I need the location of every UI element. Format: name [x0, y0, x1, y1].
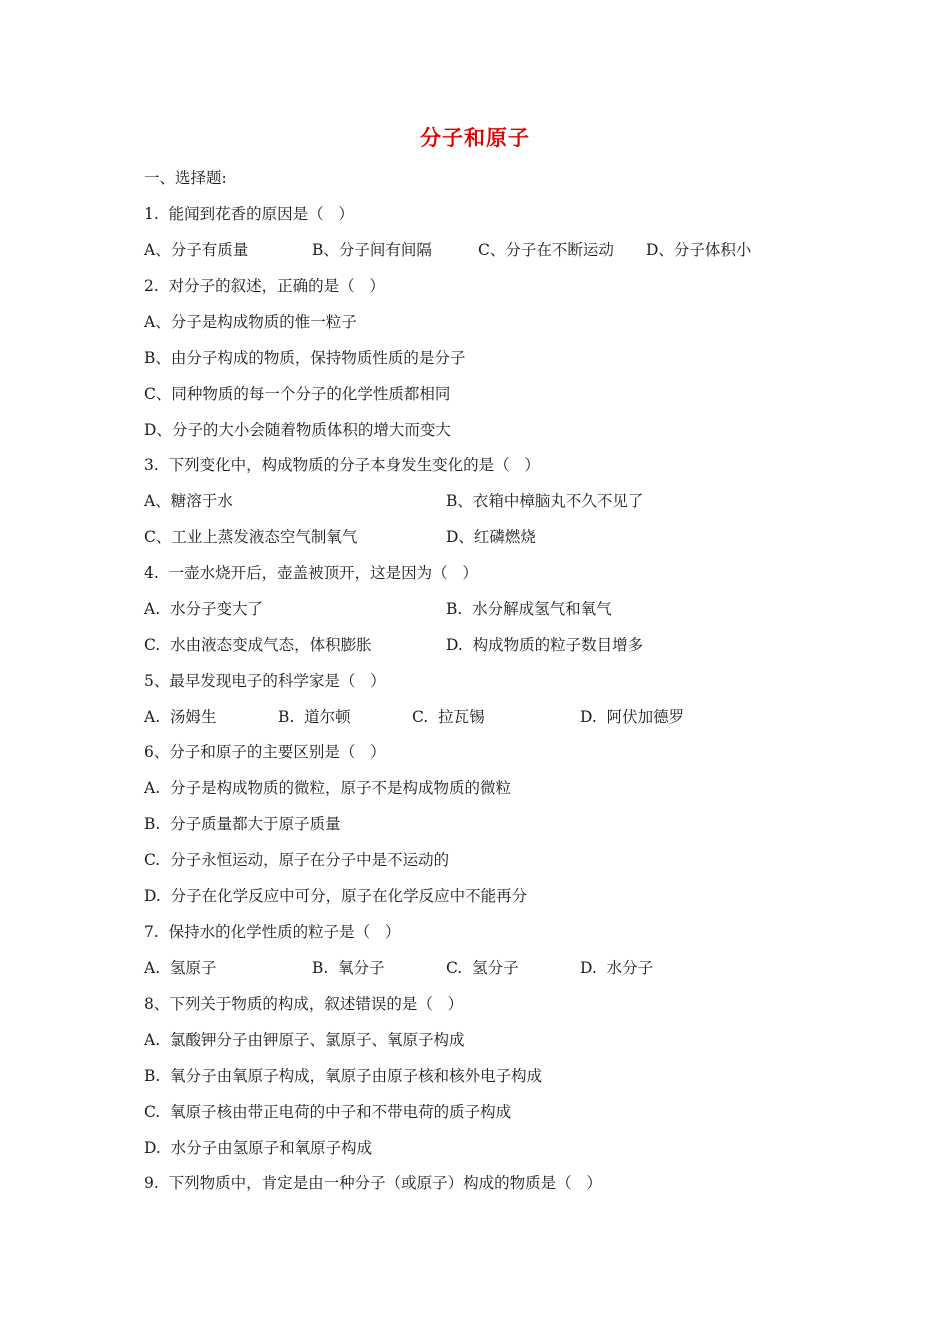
option-a: A. 氯酸钾分子由钾原子、氯原子、氧原子构成: [144, 1031, 465, 1049]
option-c: C、分子在不断运动: [478, 241, 614, 259]
question-stem: 4. 一壶水烧开后，壶盖被顶开，这是因为（ ）: [144, 564, 478, 582]
question-stem: 5、最早发现电子的科学家是（ ）: [144, 672, 386, 690]
option-b: B、分子间有间隔: [312, 241, 432, 259]
option-a: A. 氢原子: [144, 959, 217, 977]
option-d: D、分子的大小会随着物质体积的增大而变大: [144, 421, 451, 439]
document-title: 分子和原子: [420, 126, 530, 150]
option-c: C. 氧原子核由带正电荷的中子和不带电荷的质子构成: [144, 1103, 512, 1121]
option-d: D、红磷燃烧: [446, 528, 536, 546]
option-b: B、由分子构成的物质，保持物质性质的是分子: [144, 349, 466, 367]
question-stem: 8、下列关于物质的构成，叙述错误的是（ ）: [144, 995, 464, 1013]
option-c: C. 水由液态变成气态，体积膨胀: [144, 636, 372, 654]
option-d: D. 水分子: [580, 959, 654, 977]
option-a: A. 汤姆生: [144, 708, 217, 726]
option-d: D. 阿伏加德罗: [580, 708, 685, 726]
option-c: C. 拉瓦锡: [412, 708, 485, 726]
option-b: B. 氧分子由氧原子构成，氧原子由原子核和核外电子构成: [144, 1067, 543, 1085]
question-stem: 7. 保持水的化学性质的粒子是（ ）: [144, 923, 401, 941]
option-c: C、同种物质的每一个分子的化学性质都相同: [144, 385, 451, 403]
option-b: B. 氧分子: [312, 959, 385, 977]
option-a: A、糖溶于水: [144, 492, 233, 510]
option-d: D. 构成物质的粒子数目增多: [446, 636, 644, 654]
option-b: B. 道尔顿: [278, 708, 351, 726]
option-c: C、工业上蒸发液态空气制氧气: [144, 528, 358, 546]
option-b: B. 分子质量都大于原子质量: [144, 815, 341, 833]
question-stem: 2. 对分子的叙述，正确的是（ ）: [144, 277, 385, 295]
option-c: C. 氢分子: [446, 959, 519, 977]
option-a: A. 分子是构成物质的微粒，原子不是构成物质的微粒: [144, 779, 511, 797]
option-d: D. 分子在化学反应中可分，原子在化学反应中不能再分: [144, 887, 528, 905]
option-a: A、分子是构成物质的惟一粒子: [144, 313, 357, 331]
question-stem: 9. 下列物质中，肯定是由一种分子（或原子）构成的物质是（ ）: [144, 1174, 602, 1192]
question-stem: 1. 能闻到花香的原因是（ ）: [144, 205, 354, 223]
option-b: B. 水分解成氢气和氧气: [446, 600, 612, 618]
question-stem: 6、分子和原子的主要区别是（ ）: [144, 743, 386, 761]
option-a: A、分子有质量: [144, 241, 249, 259]
option-d: D、分子体积小: [646, 241, 752, 259]
option-b: B、衣箱中樟脑丸不久不见了: [446, 492, 644, 510]
option-a: A. 水分子变大了: [144, 600, 263, 618]
section-heading: 一、选择题:: [144, 169, 227, 187]
option-d: D. 水分子由氢原子和氧原子构成: [144, 1139, 373, 1157]
option-c: C. 分子永恒运动，原子在分子中是不运动的: [144, 851, 450, 869]
question-stem: 3. 下列变化中，构成物质的分子本身发生变化的是（ ）: [144, 456, 540, 474]
